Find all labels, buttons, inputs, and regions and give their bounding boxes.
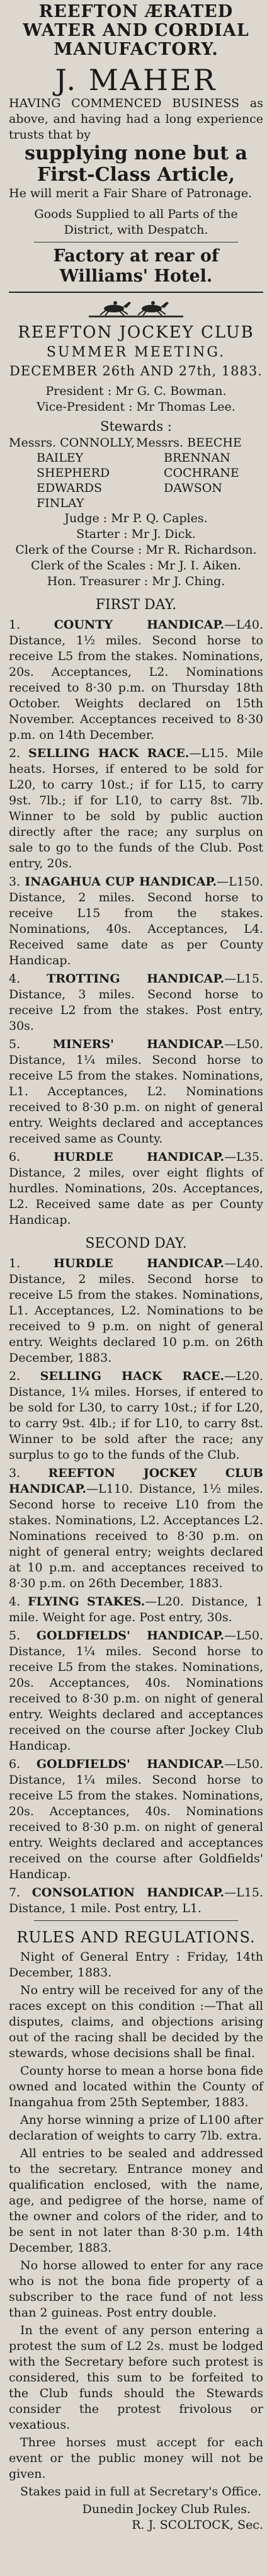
factory-headline: Factory at rear of Williams' Hotel. <box>53 246 219 286</box>
race-event: 4. TROTTING HANDICAP.—L15. Distance, 3 miles. Second horse to receive L2 from the stakes. Post entry, 30s. <box>9 972 263 1033</box>
clerk-of-scales: Clerk of the Scales : Mr J. I. Aiken. <box>31 559 241 573</box>
first-class-article-line: supplying none but a First-Class Article, <box>25 142 247 186</box>
second-day-heading: SECOND DAY. <box>85 1236 187 1251</box>
rule-paragraph: Stakes paid in full at Secretary's Office. <box>20 2485 262 2499</box>
rule-paragraph: No horse allowed to enter for any race who is not the bona fide property of a subscriber to the race fund of not less than 2 guineas. Post entry double. <box>9 2259 263 2320</box>
vice-president: Vice-President : Mr Thomas Lee. <box>37 400 236 414</box>
race-event: 3. REEFTON JOCKEY CLUB HANDICAP.—L110. Distance, 1½ miles. Second horse to receive L10 from the stakes. Nominations, L2. Acceptances L2. Nominations received to 8·30 p.m. on night of general entry; weights declared at 10 p.m. and acceptances received to 8·30 p.m. on 26th December, 1883. <box>9 1466 263 1590</box>
divider <box>34 1920 238 1921</box>
race-event: 3. INAGAHUA CUP HANDICAP.—L150. Distance, 2 miles. Second horse to receive L15 from the stakes. Nominations, 40s. Acceptances, L4. Received same date as per County Handicap. <box>9 875 263 967</box>
club-name: REEFTON JOCKEY CLUB <box>18 323 254 342</box>
steward: BAILEY <box>37 451 84 465</box>
race-event: 5. GOLDFIELDS' HANDICAP.—L50. Distance, 1¼ miles. Second horse to receive L5 from the stakes. Nominations, 20s. Acceptances, 40s. Nominations received to 8·30 p.m. on night of general entry. Weights declared and acceptances received on the course after Jockey Club Handicap. <box>9 1629 263 1753</box>
race-event: 1. COUNTY HANDICAP.—L40. Distance, 1½ miles. Second horse to receive L5 from the stakes. Nominations, 20s. Acceptances, L2. Nominations received to 8·30 p.m. on Thursday 18th October. Weights declared on 15th November. Acceptances received to 8·30 p.m. on 14th December. <box>9 618 263 742</box>
race-event: 6. HURDLE HANDICAP.—L35. Distance, 2 miles, over eight flights of hurdles. Nominations, 20s. Acceptances, L2. Received same date as per County Handicap. <box>9 1150 263 1227</box>
section-rule <box>9 292 263 293</box>
patronage-line: He will merit a Fair Share of Patronage. <box>9 186 253 200</box>
rule-paragraph: Night of General Entry : Friday, 14th December, 1883. <box>9 1950 263 1980</box>
rules-list <box>9 1949 263 2500</box>
rules-heading: RULES AND REGULATIONS. <box>16 1929 256 1946</box>
steward: SHEPHERD <box>37 466 110 480</box>
race-event: 6. GOLDFIELDS' HANDICAP.—L50. Distance, 1¼ miles. Second horse to receive L5 from the stakes. Nominations, 20s. Acceptances, 40s. Nominations received to 8·30 p.m. on night of general entry. Weights declared and acceptances received on the course after Goldfields' Handicap. <box>9 1757 263 1881</box>
rule-paragraph: County horse to mean a horse bona fide owned and located within the County of Inangahua from 25th September, 1883. <box>9 2064 263 2109</box>
rule-paragraph: In the event of any person entering a protest the sum of L2 2s. must be lodged with the Secretary before such protest is considered, this sum to be forfeited to the Club funds should the Stewards consider the protest frivolous or vexatious. <box>9 2323 263 2432</box>
race-event: 2. SELLING HACK RACE.—L20. Distance, 1¼ miles. Horses, if entered to be sold for L30, to carry 10st.; if for L20, to carry 9st. 4lb.; if for L10, to carry 8st. Winner to be sold after the race; any surplus to go to the funds of the Club. <box>9 1369 263 1462</box>
rule-paragraph: No entry will be received for any of the races except on this condition :—That all disputes, claims, and objections arising out of the racing shall be decided by the stewards, whose decisions shall be final. <box>9 1983 263 2060</box>
jockey-club-race-card <box>9 298 263 2533</box>
steward: Messrs. BEECHE <box>136 436 242 450</box>
stewards-heading: Stewards : <box>100 419 172 434</box>
steward: COCHRANE <box>164 466 239 480</box>
first-day-events <box>9 617 263 1228</box>
proprietor-name: J. MAHER <box>55 63 217 97</box>
first-day-heading: FIRST DAY. <box>95 597 177 613</box>
race-event: 7. CONSOLATION HANDICAP.—L15. Distance, 1 mile. Post entry, L1. <box>9 1886 264 1915</box>
steward: BRENNAN <box>164 451 230 465</box>
race-event: 1. HURDLE HANDICAP.—L40. Distance, 2 miles. Second horse to receive L5 from the stakes. Nominations, L1. Acceptances, L2. Nominations to be received to 9 p.m. on night of general entry. Weights declared 10 p.m. on 26th December, 1883. <box>9 1257 263 1365</box>
starter: Starter : Mr J. Dick. <box>76 527 196 541</box>
business-notice: HAVING COMMENCED BUSINESS as above, and having had a long experience trusts that by <box>9 96 263 142</box>
aerated-water-advertisement <box>9 3 263 242</box>
treasurer: Hon. Treasurer : Mr J. Ching. <box>47 574 225 588</box>
steward: DAWSON <box>164 481 222 495</box>
ad-title-line2: WATER AND CORDIAL MANUFACTORY. <box>23 21 249 59</box>
rules-authority: Dunedin Jockey Club Rules. <box>82 2502 251 2516</box>
race-event: 2. SELLING HACK RACE.—L15. Mile heats. Horses, if entered to be sold for L20, to carry 10st.; if for L15, to carry 9st. 7lb.; if for L10, to carry 8st. 7lb. Winner to be sold by public auction directly after the race; any surplus on sale to go to the funds of the Club. Post entry, 20s. <box>9 746 264 870</box>
race-event: 5. MINERS' HANDICAP.—L50. Distance, 1¼ miles. Second horse to receive L5 from the stakes. Nominations, L1. Acceptances, L2. Nominations received to 8·30 p.m. on night of general entry. Weights declared and acceptances received same as County. <box>9 1037 263 1146</box>
steward: Messrs. CONNOLLY, <box>9 436 135 450</box>
steward: FINLAY <box>37 496 84 510</box>
rule-paragraph: All entries to be sealed and addressed to the secretary. Entrance money and qualification enclosed, with the name, age, and pedigree of the horse, name of the owner and colors of the rider, and to be sent in not later than 8·30 p.m. 14th December, 1883. <box>9 2146 263 2255</box>
rule-paragraph: Three horses must accept for each event or the public money will not be given. <box>9 2436 263 2481</box>
race-event: 4. FLYING STAKES.—L20. Distance, 1 mile. Weight for age. Post entry, 30s. <box>9 1595 264 1624</box>
meeting-title: SUMMER MEETING. <box>46 345 226 360</box>
clerk-of-course: Clerk of the Course : Mr R. Richardson. <box>15 543 257 557</box>
stewards-list <box>9 435 263 511</box>
delivery-line: Goods Supplied to all Parts of the District, with Despatch. <box>34 207 238 237</box>
president: President : Mr G. C. Bowman. <box>45 384 227 398</box>
stewards-right-column <box>136 435 263 511</box>
stewards-left-column <box>9 435 136 511</box>
meeting-dates: DECEMBER 26th AND 27th, 1883. <box>9 363 263 379</box>
ad-title-line1: REEFTON ÆRATED <box>38 2 234 21</box>
rule-paragraph: Any horse winning a prize of L100 after declaration of weights to carry 7lb. extra. <box>9 2113 263 2143</box>
steward: EDWARDS <box>37 481 102 495</box>
judge: Judge : Mr P. Q. Caples. <box>64 511 208 525</box>
factory-location-notice <box>9 246 263 287</box>
second-day-events <box>9 1256 263 1917</box>
secretary-signature: R. J. SCOLTOCK, Sec. <box>132 2518 263 2532</box>
racehorse-vignette-icon <box>89 298 183 319</box>
